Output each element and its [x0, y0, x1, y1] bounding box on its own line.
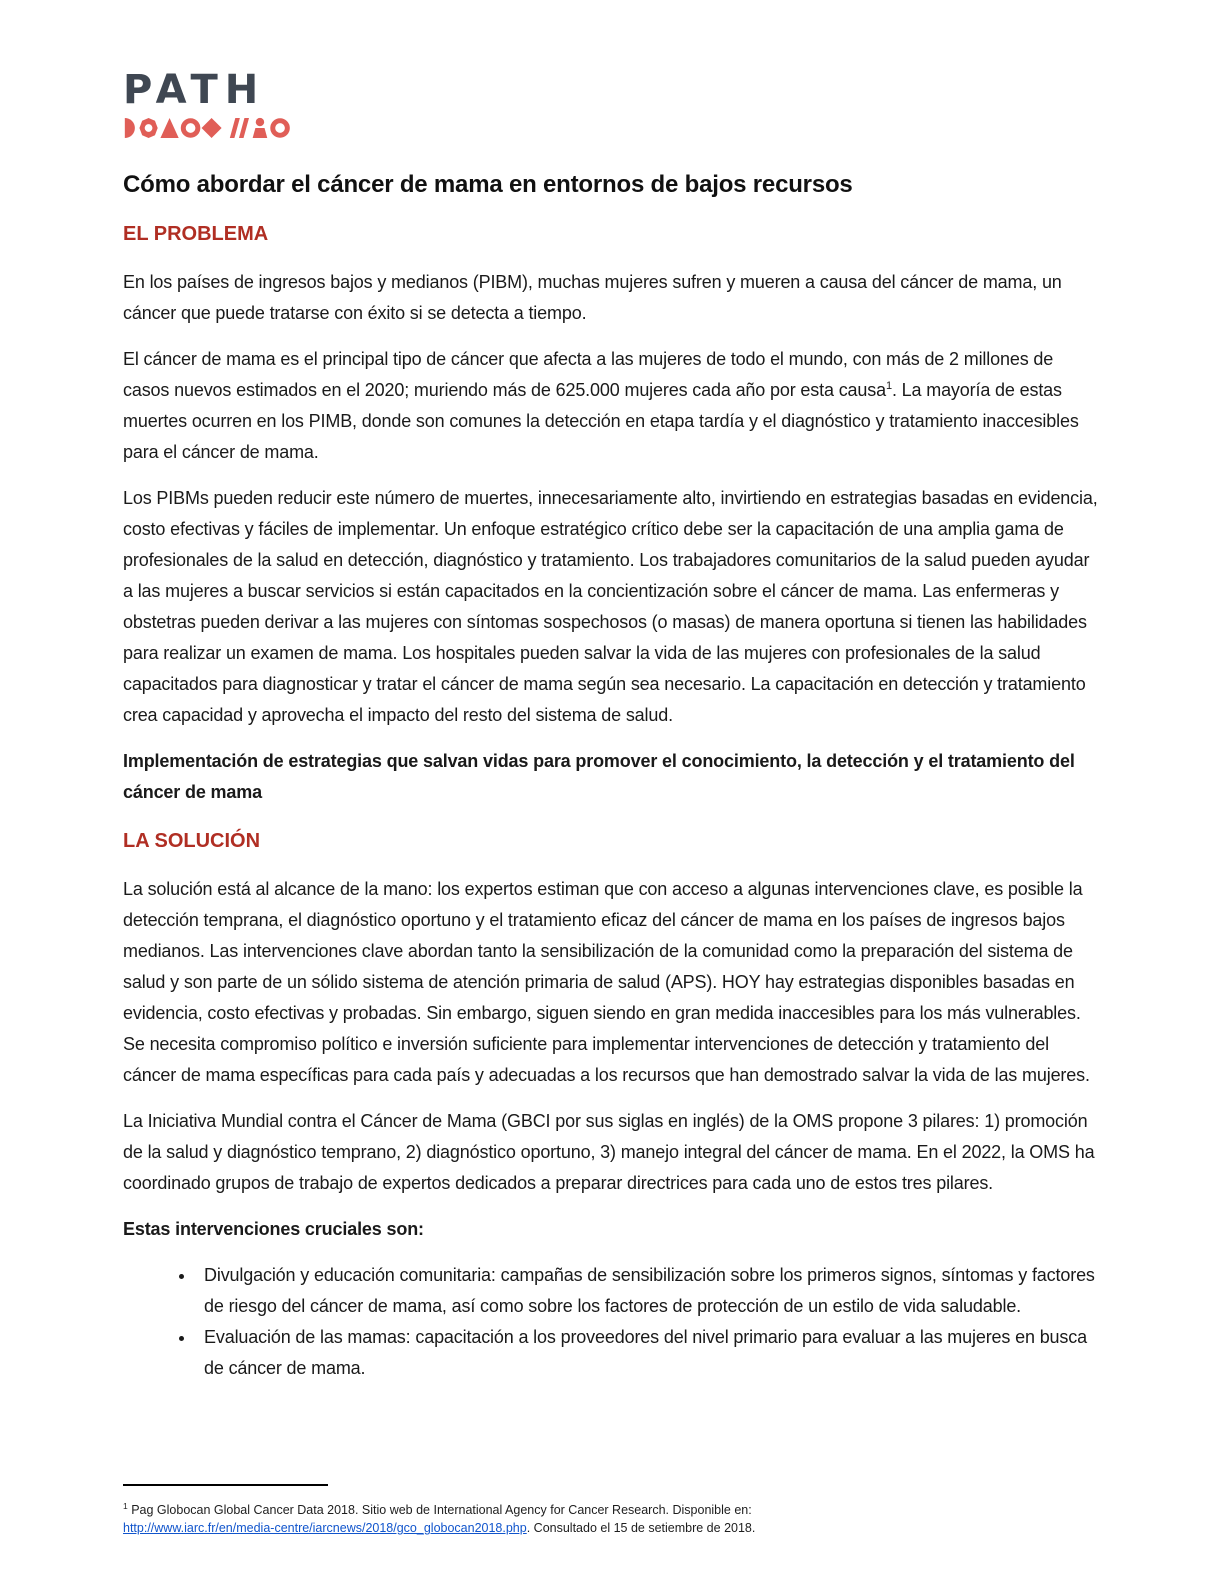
footnote-link[interactable]: http://www.iarc.fr/en/media-centre/iarcnews/2018/gco_globocan2018.php: [123, 1521, 527, 1536]
footnote-line-2: [123, 1519, 843, 1537]
list-item-breast-evaluation: • Evaluación de las mamas: capacitación a los proveedores del nivel primario para evaluar a las mujeres en busca de cáncer de mama.: [196, 1322, 1098, 1384]
interventions-lead: Estas intervenciones cruciales son:: [123, 1219, 424, 1239]
path-logo-symbols-icon: [123, 117, 291, 139]
paragraph-strategies: Los PIBMs pueden reducir este número de muertes, innecesariamente alto, invirtiendo en estrategias basadas en evidencia, costo efectivas y fáciles de implementar. Un enfoque estratégico crítico debe ser la capacitación de una amplia gama de profesionales de la salud en detección, diagnóstico y tratamiento. Los trabajadores comunitarios de la salud pueden ayudar a las mujeres a buscar servicios si están capacitados en la concientización sobre el cáncer de mama. Las enfermeras y obstetras pueden derivar a las mujeres con síntomas sospechosos (o masas) de manera oportuna si tienen las habilidades para realizar un examen de mama. Los hospitales pueden salvar la vida de las mujeres con profesionales de la salud capacitados para diagnosticar y tratar el cáncer de mama según sea necesario. La capacitación en detección y tratamiento crea capacidad y aprovecha el impacto del resto del sistema de salud.: [123, 488, 1098, 725]
footnote-citation-text: Pag Globocan Global Cancer Data 2018. Sitio web de International Agency for Cancer Research. Disponible en:: [127, 1503, 752, 1518]
footnote-line-1: [123, 1497, 843, 1519]
path-logo: [123, 67, 1098, 139]
list-item-outreach: • Divulgación y educación comunitaria: campañas de sensibilización sobre los primeros signos, síntomas y factores de riesgo del cáncer de mama, así como sobre los factores de protección de un estilo de vida saludable.: [196, 1260, 1098, 1322]
heading-el-problema: EL PROBLEMA: [123, 223, 269, 245]
footnote: [123, 1484, 843, 1537]
paragraph-statistics-text: El cáncer de mama es el principal tipo de cáncer que afecta a las mujeres de todo el mundo, con más de 2 millones de casos nuevos estimados en el 2020; muriendo más de 625.000 mujeres cada año por esta causa: [123, 349, 1054, 400]
paragraph-statistics: [123, 344, 1098, 468]
paragraph-intro: En los países de ingresos bajos y medianos (PIBM), muchas mujeres sufren y mueren a causa del cáncer de mama, un cáncer que puede tratarse con éxito si se detecta a tiempo.: [123, 272, 1062, 323]
paragraph-gbci: La Iniciativa Mundial contra el Cáncer de Mama (GBCI por sus siglas en inglés) de la OMS propone 3 pilares: 1) promoción de la salud y diagnóstico temprano, 2) diagnóstico oportuno, 3) manejo integral del cáncer de mama. En el 2022, la OMS ha coordinado grupos de trabajo de expertos dedicados a preparar directrices para cada uno de estos tres pilares.: [123, 1111, 1095, 1193]
paragraph-statistics-continued: . La mayoría de estas muertes ocurren en los PIMB, donde son comunes la detección en etapa tardía y el diagnóstico y tratamiento inaccesibles para el cáncer de mama.: [123, 380, 1079, 462]
footnote-access-date: . Consultado el 15 de setiembre de 2018.: [526, 1521, 756, 1536]
page-title: Cómo abordar el cáncer de mama en entornos de bajos recursos: [123, 171, 853, 198]
footnote-number: 1: [123, 1501, 128, 1511]
footnote-reference-1: 1: [885, 380, 892, 392]
heading-la-solucion: LA SOLUCIÓN: [123, 830, 261, 852]
interventions-list: [123, 1260, 1098, 1384]
paragraph-solution: La solución está al alcance de la mano: los expertos estiman que con acceso a algunas intervenciones clave, es posible la detección temprana, el diagnóstico oportuno y el tratamiento eficaz del cáncer de mama en los países de ingresos bajos medianos. Las intervenciones clave abordan tanto la sensibilización de la comunidad como la preparación del sistema de salud y son parte de un sólido sistema de atención primaria de salud (APS). HOY hay estrategias disponibles basadas en evidencia, costo efectivas y probadas. Sin embargo, siguen siendo en gran medida inaccesibles para los más vulnerables. Se necesita compromiso político e inversión suficiente para implementar intervenciones de detección y tratamiento del cáncer de mama específicas para cada país y adecuadas a los recursos que han demostrado salvar la vida de las mujeres.: [123, 879, 1090, 1085]
subheading-implementation: Implementación de estrategias que salvan vidas para promover el conocimiento, la detección y el tratamiento del cáncer de mama: [123, 751, 1075, 802]
path-logo-wordmark: PATH: [123, 67, 266, 113]
footnote-separator: [123, 1484, 328, 1486]
